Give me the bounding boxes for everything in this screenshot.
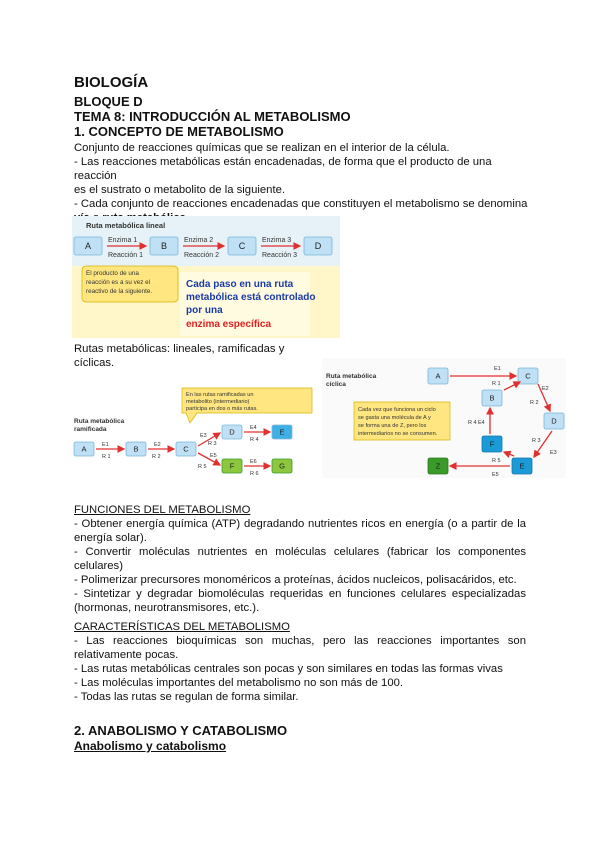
section-heading-2: 2. ANABOLISMO Y CATABOLISMO <box>74 723 288 738</box>
intro-paragraph <box>74 141 534 225</box>
fig3-note-line: intermediarios no se consumen. <box>358 431 438 437</box>
node-label: C <box>525 371 531 381</box>
enzyme-label: E4 <box>478 420 485 426</box>
rutas-caption-line: cíclicas. <box>74 357 115 369</box>
fig1-callout-line: metabólica está controlado <box>186 292 316 303</box>
doc-title: BIOLOGÍA <box>74 74 149 91</box>
enzyme-label: E5 <box>210 453 217 459</box>
fig3-note-line: Cada vez que funciona un ciclo <box>358 407 436 413</box>
reaction-label: R 1 <box>492 381 501 387</box>
fig2-note-line: metabolito (intermediario) <box>186 399 250 405</box>
enzyme-label: E2 <box>154 442 161 448</box>
node-label: B <box>133 444 139 454</box>
enzyme-label: E2 <box>542 386 549 392</box>
branched-pathway-figure <box>72 383 322 478</box>
fig2-note-line: En las rutas ramificadas un <box>186 392 254 398</box>
caracteristicas-line: relativamente pocas. <box>74 649 179 661</box>
node-label: B <box>160 241 168 252</box>
reaction-label: R 6 <box>250 471 259 477</box>
enzyme-label: E3 <box>550 450 557 456</box>
enzyme-label: E1 <box>102 442 109 448</box>
reaction-label: R 1 <box>102 454 111 460</box>
reaction-label: Reacción 2 <box>184 252 220 259</box>
fig3-note-line: se gasta una molécula de A y <box>358 415 431 421</box>
node-label: D <box>229 427 235 437</box>
node-label: C <box>183 444 189 454</box>
funciones-line: (hormonas, neurotransmisores, etc.). <box>74 602 260 614</box>
fig1-note-line: El producto de una <box>86 270 139 277</box>
subsection-heading: Anabolismo y catabolismo <box>74 739 227 753</box>
node-label: E <box>279 427 285 437</box>
reaction-label: R 4 <box>468 420 477 426</box>
fig1-callout-red: enzima específica <box>186 319 272 330</box>
reaction-label: R 3 <box>208 441 217 447</box>
reaction-label: R 2 <box>152 454 161 460</box>
caracteristicas-line: - Las reacciones bioquímicas son muchas, pero las reacciones importantes son <box>74 635 526 647</box>
fig3-note-line: se forma una de Z, pero los <box>358 423 427 429</box>
caracteristicas-line: - Las moléculas importantes del metabolismo no son más de 100. <box>74 677 404 689</box>
enzyme-label: Enzima 1 <box>108 237 138 244</box>
funciones-heading: FUNCIONES DEL METABOLISMO <box>74 504 251 516</box>
fig1-callout-line: por una <box>186 305 223 316</box>
enzyme-label: Enzima 2 <box>184 237 214 244</box>
reaction-label: R 5 <box>198 464 207 470</box>
fig1-callout-line: Cada paso en una ruta <box>186 279 294 290</box>
fig1-note-line: reacción es a su vez el <box>86 279 151 286</box>
caracteristicas-heading: CARACTERÍSTICAS DEL METABOLISMO <box>74 621 290 633</box>
fig3-title-line: Ruta metabólica <box>326 373 377 380</box>
intro-line: Conjunto de reacciones químicas que se realizan en el interior de la célula. <box>74 142 450 154</box>
topic-heading: TEMA 8: INTRODUCCIÓN AL METABOLISMO <box>74 109 351 124</box>
reaction-label: R 5 <box>492 458 501 464</box>
enzyme-label: E1 <box>494 366 501 372</box>
reaction-label: R 2 <box>530 400 539 406</box>
node-label: A <box>435 371 441 381</box>
fig2-title-line: ramificada <box>74 426 107 433</box>
funciones-list <box>74 517 526 615</box>
fig1-title: Ruta metabólica lineal <box>86 221 166 230</box>
node-label: A <box>84 241 92 252</box>
linear-pathway-figure <box>72 216 340 338</box>
enzyme-label: E6 <box>250 459 257 465</box>
funciones-line: - Polimerizar precursores monoméricos a proteínas, ácidos nucleicos, polisacáridos, etc. <box>74 574 517 586</box>
enzyme-label: Enzima 3 <box>262 237 292 244</box>
rutas-caption <box>74 342 294 370</box>
reaction-label: Reacción 1 <box>108 252 144 259</box>
caracteristicas-list <box>74 634 526 704</box>
node-label: C <box>238 241 246 252</box>
section-heading-1: 1. CONCEPTO DE METABOLISMO <box>74 124 284 139</box>
fig2-title-line: Ruta metabólica <box>74 418 125 425</box>
enzyme-label: E5 <box>492 472 499 478</box>
cyclic-pathway-figure <box>322 358 566 478</box>
node-label: A <box>81 444 87 454</box>
funciones-line: energía solar). <box>74 532 147 544</box>
reaction-label: R 3 <box>532 438 541 444</box>
reaction-label: Reacción 3 <box>262 252 298 259</box>
block-label: BLOQUE D <box>74 94 143 109</box>
node-label: G <box>279 461 285 471</box>
funciones-line: - Sintetizar y degradar biomoléculas requeridas en funciones celulares especializadas <box>74 588 526 600</box>
node-label: B <box>489 393 495 403</box>
enzyme-label: E4 <box>250 425 257 431</box>
node-label: Z <box>435 461 441 471</box>
node-label: E <box>519 461 525 471</box>
node-label: F <box>229 461 235 471</box>
rutas-caption-line: Rutas metabólicas: lineales, ramificadas y <box>74 343 285 355</box>
reaction-label: R 4 <box>250 437 259 443</box>
fig2-note-line: participa en dos o más rutas. <box>186 406 258 412</box>
caracteristicas-line: - Las rutas metabólicas centrales son pocas y son similares en todas las formas vivas <box>74 663 503 675</box>
node-label: F <box>489 439 495 449</box>
fig3-title-line: cíclica <box>326 381 346 388</box>
intro-line: es el sustrato o metabolito de la siguiente. <box>74 184 286 196</box>
node-label: D <box>314 241 322 252</box>
caracteristicas-line: - Todas las rutas se regulan de forma similar. <box>74 691 299 703</box>
fig1-note-line: reactivo de la siguiente. <box>86 288 153 295</box>
enzyme-label: E3 <box>200 433 207 439</box>
intro-line: - Cada conjunto de reacciones encadenadas que constituyen el metabolismo se denomina <box>74 198 528 210</box>
intro-line: - Las reacciones metabólicas están encadenadas, de forma que el producto de una reacción <box>74 156 492 182</box>
funciones-line: - Convertir moléculas nutrientes en moléculas celulares (fabricar los componentes celulares) <box>74 546 526 572</box>
node-label: D <box>551 416 557 426</box>
funciones-line: - Obtener energía química (ATP) degradando nutrientes ricos en energía (o a partir de la <box>74 518 526 530</box>
